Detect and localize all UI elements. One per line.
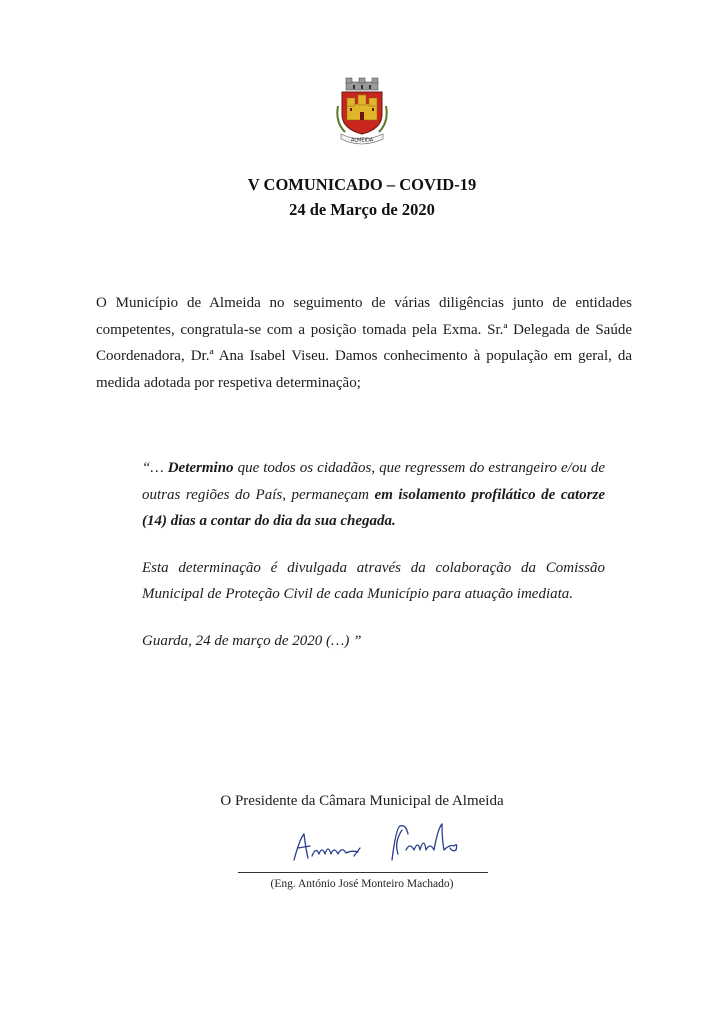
determination-keyword: Determino — [167, 460, 234, 476]
handwritten-signature — [286, 820, 476, 870]
signatory-name: (Eng. António José Monteiro Machado) — [270, 878, 454, 890]
isolation-clause: em isolamento profilático de catorze (14) dias a contar do dia da sua chegada. — [142, 486, 605, 529]
svg-text:ALMEIDA: ALMEIDA — [350, 137, 374, 144]
signature-line — [238, 872, 488, 873]
communique-title: V COMUNICADO – COVID-19 — [247, 175, 477, 194]
almeida-coat-of-arms-logo — [333, 76, 391, 146]
signatory-role: O Presidente da Câmara Municipal de Almeida — [220, 793, 504, 809]
quote-open: “… — [142, 460, 168, 476]
place-date-closing: Guarda, 24 de março de 2020 (…) ” — [142, 632, 362, 649]
dissemination-paragraph: Esta determinação é divulgada através da colaboração da Comissão Municipal de Proteção Civil de cada Município para atuação imediata. — [142, 559, 605, 602]
communique-header — [0, 172, 724, 222]
communique-date: 24 de Março de 2020 — [289, 200, 435, 219]
quoted-determination — [142, 455, 605, 674]
determination-paragraph — [142, 455, 605, 535]
intro-paragraph: O Município de Almeida no seguimento de várias diligências junto de entidades competentes, congratula-se com a posição tomada pela Exma. Sr.ª Delegada de Saúde Coordenadora, Dr.ª Ana Isabel Viseu. Damos conhecimento à população em geral, da medida adotada por respetiva determinação; — [96, 295, 632, 391]
determination-text: que todos os cidadãos, que regressem do estrangeiro e/ou de outras regiões do País, permaneçam — [142, 460, 606, 503]
